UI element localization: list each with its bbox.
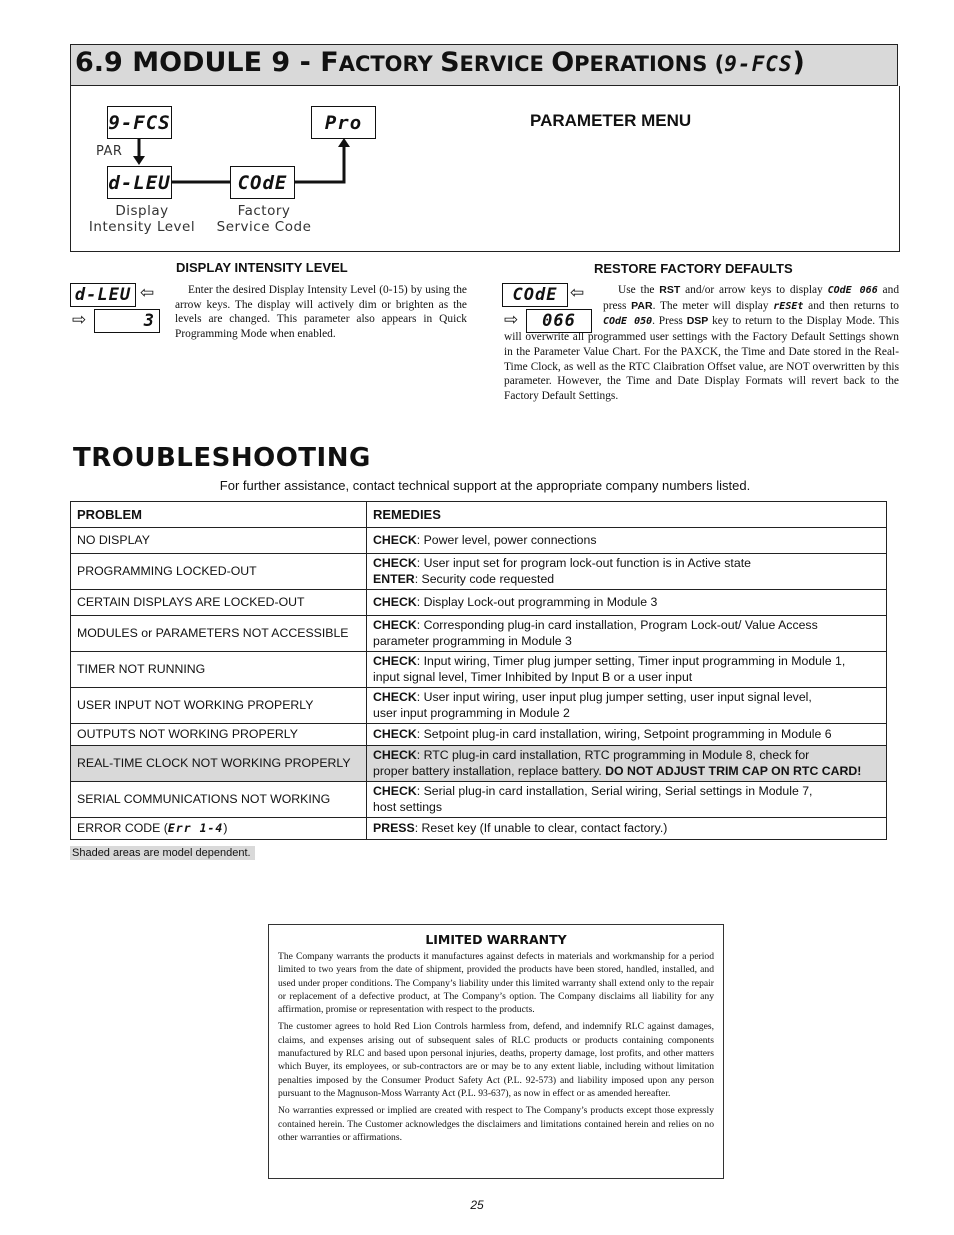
parameter-menu-heading: PARAMETER MENU <box>530 111 692 130</box>
remedy-cell: PRESS: Reset key (If unable to clear, contact factory.) <box>367 818 887 840</box>
par-label: PAR <box>96 144 123 159</box>
connector-code-pro <box>295 146 344 182</box>
remedy-cell: CHECK: Setpoint plug-in card installation, wiring, Setpoint programming in Module 6 <box>367 724 887 746</box>
lcd-value-3: 3 <box>94 309 160 333</box>
restore-defaults-text: Use the RST and/or arrow keys to display COdE 066 and press PAR. The meter will display rESEt and then returns to COdE 050. Press DSP key to return to the Display Mode. This will overwrite all programmed user settings with the Factory Default Settings shown in the Parameter Value Chart. For the PAXCK, the Time and Date stored in the Real-Time Clock, as well as the RTC Claibration Offset value, are NOT overwritten by this parameter. However, the Time and Date Display Formats will revert back to the Factory Default Settings. <box>504 284 900 402</box>
table-row <box>71 616 887 652</box>
table-row <box>71 688 887 724</box>
remedy-cell: CHECK: Serial plug-in card installation, Serial wiring, Serial settings in Module 7, host settings <box>367 782 887 818</box>
remedy-cell: CHECK: User input set for program lock-out function is in Active state ENTER: Security code requested <box>367 554 887 590</box>
remedy-cell: CHECK: Power level, power connections <box>367 528 887 554</box>
lcd-9-fcs: 9-FCS <box>107 106 172 139</box>
problem-cell: PROGRAMMING LOCKED-OUT <box>71 554 367 590</box>
table-row <box>71 528 887 554</box>
display-intensity-heading: DISPLAY INTENSITY LEVEL <box>176 260 348 275</box>
assistance-note: For further assistance, contact technical support at the appropriate company numbers listed. <box>219 478 751 493</box>
table-header-row <box>71 502 887 528</box>
problem-cell: REAL-TIME CLOCK NOT WORKING PROPERLY <box>71 746 367 782</box>
remedy-cell: CHECK: RTC plug-in card installation, RTC programming in Module 8, check for proper battery installation, replace battery. DO NOT ADJUST TRIM CAP ON RTC CARD! <box>367 746 887 782</box>
label-factory-service: Factory Service Code <box>216 203 312 235</box>
problem-cell: SERIAL COMMUNICATIONS NOT WORKING <box>71 782 367 818</box>
lcd-pro: Pro <box>311 106 376 139</box>
problem-cell: MODULES or PARAMETERS NOT ACCESSIBLE <box>71 616 367 652</box>
remedy-cell: CHECK: Input wiring, Timer plug jumper setting, Timer input programming in Module 1, input signal level, Timer Inhibited by Input B or a user input <box>367 652 887 688</box>
remedy-cell: CHECK: Display Lock-out programming in Module 3 <box>367 590 887 616</box>
problem-cell: TIMER NOT RUNNING <box>71 652 367 688</box>
lcd-code-small: COdE <box>502 283 568 307</box>
troubleshooting-table <box>70 501 887 840</box>
column-header-remedies: REMEDIES <box>367 502 887 528</box>
section-title: 6.9 MODULE 9 - FACTORY SERVICE OPERATIONS (9-FCS) <box>75 47 805 78</box>
arrow-up-head <box>338 138 350 147</box>
table-row <box>71 818 887 840</box>
key-arrow-icon: ⇦ <box>140 283 155 302</box>
problem-cell: CERTAIN DISPLAYS ARE LOCKED-OUT <box>71 590 367 616</box>
label-display-intensity: Display Intensity Level <box>88 203 196 235</box>
key-arrow-icon: ⇨ <box>504 310 519 329</box>
key-arrow-icon: ⇨ <box>72 310 87 329</box>
warranty-paragraph: No warranties expressed or implied are created with respect to The Company’s products except those expressly contained herein. The Customer acknowledges the disclaimers and limitations contained herein and relies on no other warranties or affirmations. <box>278 1105 714 1143</box>
lcd-d-lev-small: d-LEU <box>70 283 136 307</box>
lcd-code: COdE <box>230 166 295 199</box>
lcd-d-lev: d-LEU <box>107 166 172 199</box>
page-number: 25 <box>470 1198 484 1212</box>
problem-cell: OUTPUTS NOT WORKING PROPERLY <box>71 724 367 746</box>
restore-defaults-heading: RESTORE FACTORY DEFAULTS <box>594 261 793 276</box>
remedy-cell: CHECK: Corresponding plug-in card installation, Program Lock-out/ Value Access parameter programming in Module 3 <box>367 616 887 652</box>
table-row <box>71 724 887 746</box>
arrow-down-head <box>133 156 145 165</box>
table-row <box>71 652 887 688</box>
warranty-paragraph: The customer agrees to hold Red Lion Controls harmless from, defend, and indemnify RLC against damages, claims, and expenses arising out of subsequent sales of RLC products or products containing components manufactured by RLC and based upon personal injuries, deaths, property damage, lost profits, and other matters which Buyer, its employees, or sub-contractors are or may be to any extent liable, including without limitation penalties imposed by the Consumer Product Safety Act (P.L. 92-573) and liability imposed upon any person pursuant to the Magnuson-Moss Warranty Act (P.L. 93-637), as now in effect or as amended hereafter. <box>278 1021 714 1099</box>
problem-cell: USER INPUT NOT WORKING PROPERLY <box>71 688 367 724</box>
lcd-value-066: 066 <box>526 309 592 333</box>
table-row <box>71 554 887 590</box>
problem-cell: ERROR CODE (Err 1-4) <box>71 818 367 840</box>
troubleshooting-title: TROUBLESHOOTING <box>73 443 371 473</box>
column-header-problem: PROBLEM <box>71 502 367 528</box>
warranty-title: LIMITED WARRANTY <box>425 932 567 947</box>
key-arrow-icon: ⇦ <box>570 283 585 302</box>
warranty-paragraph: The Company warrants the products it manufactures against defects in materials and workmanship for a period limited to two years from the date of shipment, provided the products have been stored, handled, installed, and used under proper conditions. The Company’s liability under this limited warranty shall extend only to the repair or replacement of a defective product, at The Company’s option. The Company disclaims all liability for any affirmation, promise or representation with respect to the products. <box>278 951 714 1016</box>
table-row <box>71 782 887 818</box>
table-row <box>71 590 887 616</box>
limited-warranty-box <box>268 924 724 1179</box>
problem-cell: NO DISPLAY <box>71 528 367 554</box>
shaded-areas-note: Shaded areas are model dependent. <box>70 846 255 860</box>
table-row-shaded <box>71 746 887 782</box>
remedy-cell: CHECK: User input wiring, user input plug jumper setting, user input signal level, user input programming in Module 2 <box>367 688 887 724</box>
display-intensity-text: Enter the desired Display Intensity Level (0-15) by using the arrow keys. The display will actively dim or brighten as the levels are changed. This parameter also appears in Quick Programming Mode when enabled. <box>175 284 467 341</box>
